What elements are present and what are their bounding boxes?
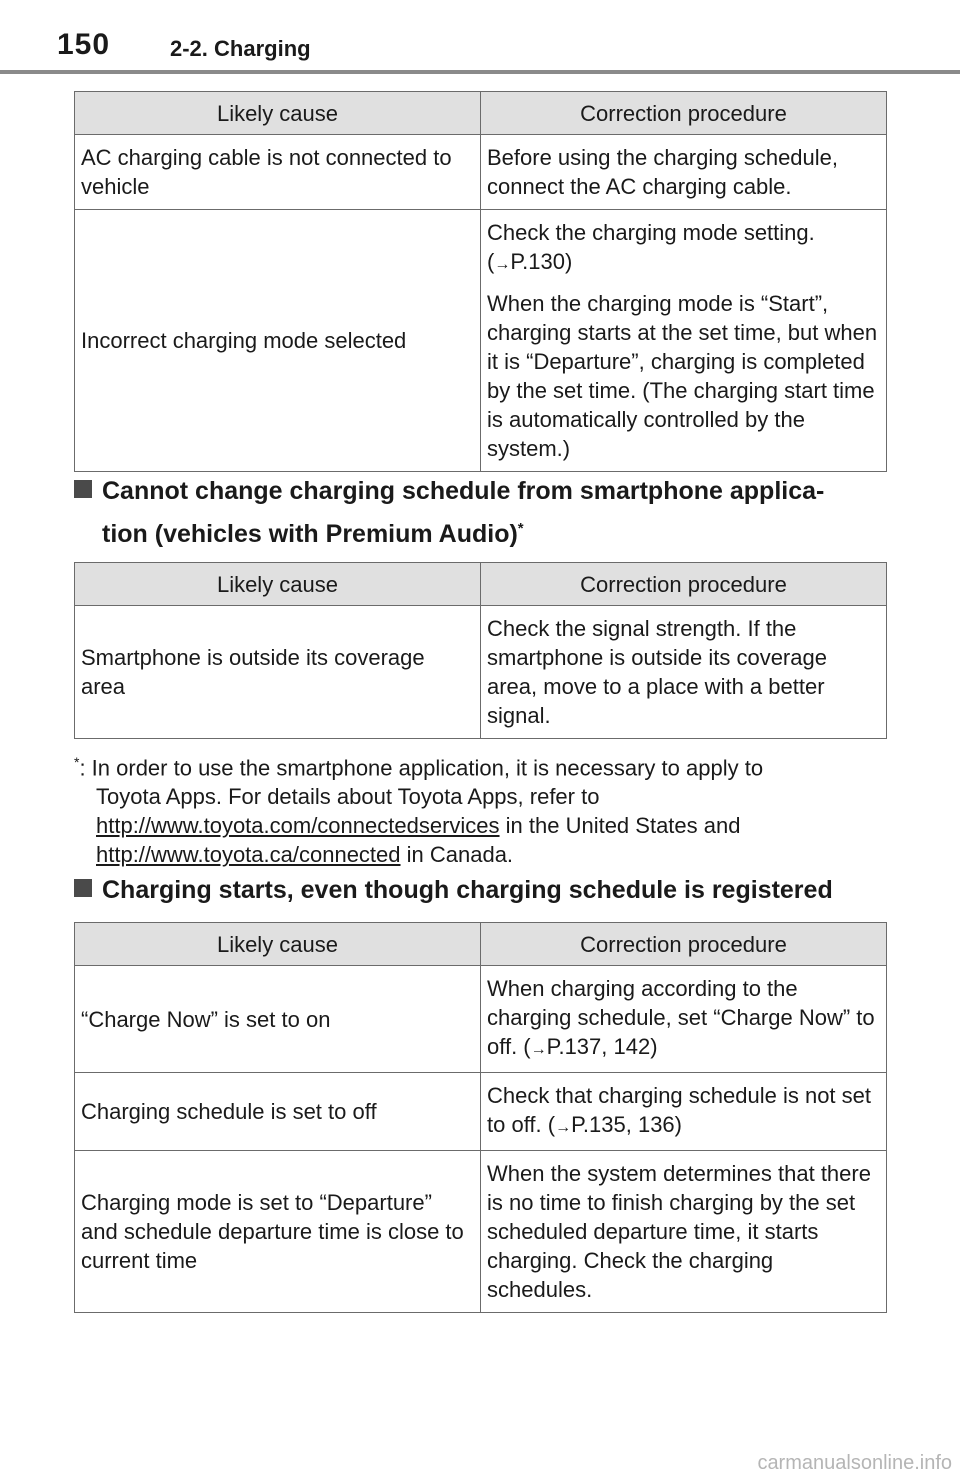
watermark: carmanualsonline.info (757, 1452, 952, 1474)
section-title: 2-2. Charging (170, 36, 311, 61)
page-header (0, 0, 960, 80)
heading-smartphone-schedule (74, 472, 904, 553)
arrow-right-icon: → (494, 256, 511, 273)
table-header-row (75, 92, 887, 135)
header-correction-procedure: Correction procedure (481, 563, 887, 606)
table-row (75, 1151, 887, 1313)
cause-cell: Charging schedule is set to off (75, 1073, 481, 1151)
correction-text: When charging according to the charging schedule, set “Charge Now” to off. ( (487, 976, 875, 1059)
correction-text: Check that charging schedule is not set to off. ( (487, 1083, 872, 1137)
correction-cell: Check the signal strength. If the smartphone is outside its coverage area, move to a place with a better signal. (481, 606, 887, 739)
footnote (74, 748, 886, 869)
link-connected-canada[interactable]: http://www.toyota.ca/connected (96, 842, 401, 868)
correction-cell (481, 1073, 887, 1151)
footnote-text: in Canada. (400, 842, 514, 868)
table-charging-mode (74, 91, 887, 472)
header-likely-cause: Likely cause (75, 923, 481, 966)
header-likely-cause: Likely cause (75, 563, 481, 606)
correction-cell: Before using the charging schedule, connect the AC charging cable. (481, 135, 887, 210)
heading-charging-starts (74, 871, 904, 909)
header-correction-procedure: Correction procedure (481, 923, 887, 966)
square-bullet-icon (74, 480, 92, 498)
page-reference[interactable]: P.137, 142) (546, 1034, 658, 1059)
footnote-text: Toyota Apps. For details about Toyota Apps, refer to (96, 784, 600, 810)
link-connectedservices-us[interactable]: http://www.toyota.com/connectedservices (96, 813, 500, 839)
correction-text: When the charging mode is “Start”, charging starts at the set time, but when it is “Departure”, charging is completed by the set time. (The charging start time is automatically controlled by the system.) (487, 291, 878, 461)
table-row (75, 210, 887, 472)
cause-cell: Charging mode is set to “Departure” and schedule departure time is close to current time (75, 1151, 481, 1313)
table-smartphone (74, 562, 887, 739)
correction-cell: When the system determines that there is no time to finish charging by the set scheduled departure time, it starts charging. Check the charging schedules. (481, 1151, 887, 1313)
footnote-text: in the United States and (499, 813, 741, 839)
footnote-text: : In order to use the smartphone application, it is necessary to apply to (79, 755, 764, 781)
correction-text: Check the charging mode setting. (487, 220, 815, 245)
cause-cell: “Charge Now” is set to on (75, 966, 481, 1073)
heading-line: Cannot change charging schedule from smartphone applica- (102, 477, 825, 505)
table-row (75, 1073, 887, 1151)
page-reference[interactable]: P.135, 136) (571, 1112, 682, 1137)
correction-cell: Check the charging mode setting. (→P.130) When the charging mode is “Start”, charging starts at the set time, but when it is “Departure”, charging is completed by the set time. (The charging start time is automatically controlled by the system.) (481, 210, 887, 472)
arrow-right-icon: → (555, 1119, 572, 1136)
header-correction-procedure: Correction procedure (481, 92, 887, 135)
cause-cell: Smartphone is outside its coverage area (75, 606, 481, 739)
footnote-mark: * (74, 754, 80, 770)
heading-line: tion (vehicles with Premium Audio) (102, 520, 518, 549)
table-row (75, 606, 887, 739)
table-header-row (75, 923, 887, 966)
arrow-right-icon: → (530, 1041, 547, 1058)
page-number: 150 (57, 28, 111, 61)
table-charging-starts (74, 922, 887, 1313)
page-reference[interactable]: P.130 (510, 249, 565, 274)
footnote-mark: * (517, 520, 524, 537)
heading-line: Charging starts, even though charging schedule is registered (102, 876, 833, 904)
cause-cell: AC charging cable is not connected to vehicle (75, 135, 481, 210)
correction-cell (481, 966, 887, 1073)
header-likely-cause: Likely cause (75, 92, 481, 135)
table-row (75, 966, 887, 1073)
header-rule (0, 70, 960, 74)
table-header-row (75, 563, 887, 606)
square-bullet-icon (74, 879, 92, 897)
table-row (75, 135, 887, 210)
cause-cell: Incorrect charging mode selected (75, 210, 481, 472)
